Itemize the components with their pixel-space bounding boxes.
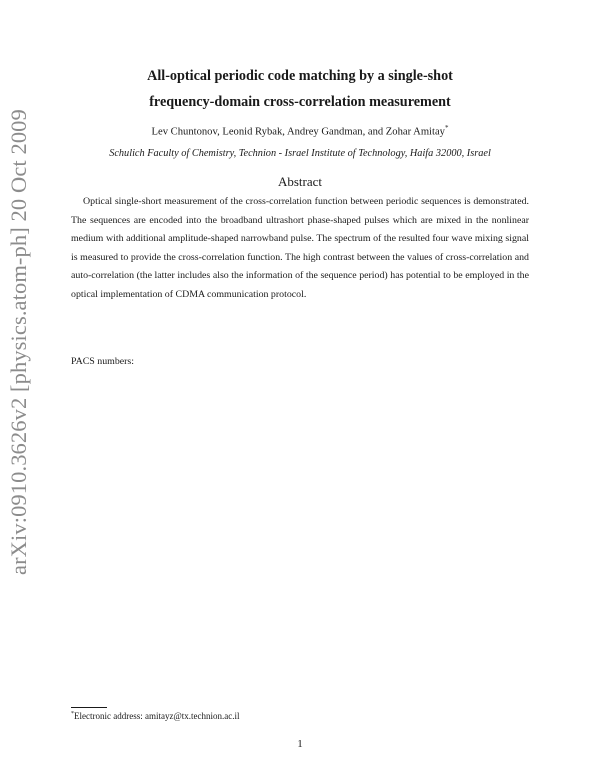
abstract-heading: Abstract	[277, 174, 323, 189]
author-list	[0, 124, 600, 138]
page-number: 1	[297, 738, 303, 750]
author-footnote-marker: *	[444, 124, 449, 132]
footnote-divider	[71, 707, 107, 708]
footnote-marker: *	[71, 711, 74, 717]
abstract-body: Optical single-short measurement of the cross-correlation function between periodic sequences is demonstrated. The sequences are encoded into the broadband ultrashort phase-shaped pulses which are mixed in the nonlinear medium with additional amplitude-shaped narrowband pulse. The spectrum of the resulted four wave mixing signal is measured to provide the cross-correlation function. The high contrast between the values of cross-correlation and auto-correlation (the latter includes also the information of the sequence period) has potential to be employed in the optical implementation of CDMA communication protocol.	[71, 196, 529, 300]
authors-text: Lev Chuntonov, Leonid Rybak, Andrey Gandman, and Zohar Amitay	[151, 126, 445, 138]
footnote	[71, 711, 239, 721]
title-line-2: frequency-domain cross-correlation measurement	[149, 94, 451, 110]
arxiv-identifier-stamp: arXiv:0910.3626v2 [physics.atom-ph] 20 Oct 2009	[6, 109, 31, 575]
title-line-1: All-optical periodic code matching by a single-shot	[147, 68, 453, 84]
pacs-numbers: PACS numbers:	[71, 356, 135, 367]
paper-title	[0, 63, 600, 115]
affiliation: Schulich Faculty of Chemistry, Technion - Israel Institute of Technology, Haifa 32000, Israel	[109, 148, 491, 159]
footnote-text: Electronic address: amitayz@tx.technion.ac.il	[74, 711, 240, 721]
